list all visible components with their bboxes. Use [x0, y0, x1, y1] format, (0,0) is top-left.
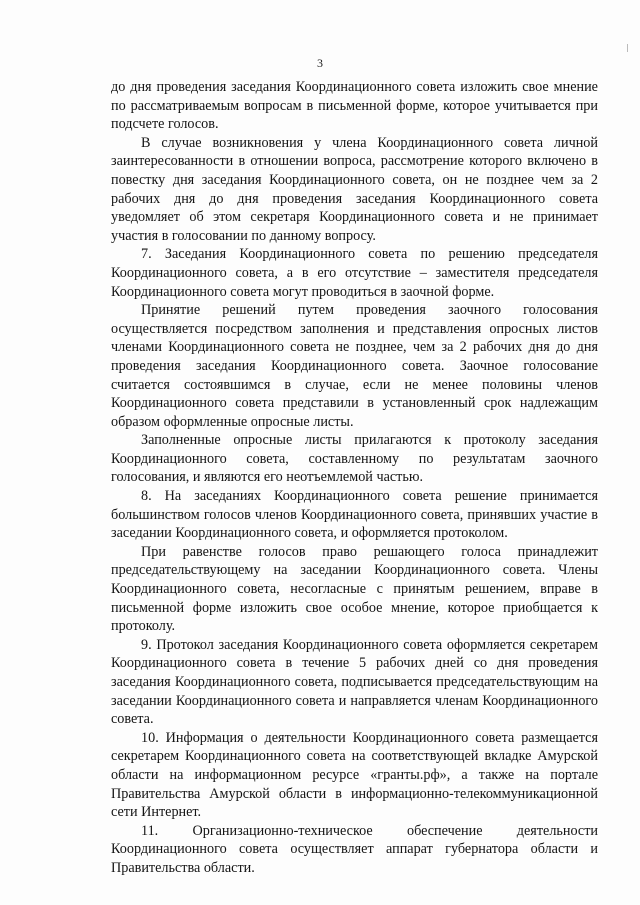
paragraph-5: Заполненные опросные листы прилагаются к протоколу заседания Координационного совета, составленному по результатам заочного голосования, и являются его неотъемлемой частью. — [111, 432, 598, 486]
paragraph-10: 11. Организационно-техническое обеспечение деятельности Координационного совета осуществляет аппарат губернатора области и Правительства области. — [111, 822, 598, 876]
paragraph-2: В случае возникновения у члена Координационного совета личной заинтересованности в отношении вопроса, рассмотрение которого включено в повестку дня заседания Координационного совета, он не позднее чем за 2 рабочих дня до дня проведения заседания Координационного совета уведомляет об этом секретаря Координационного совета и не принимает участия в голосовании по данному вопросу. — [111, 134, 598, 244]
page-number: 3 — [317, 56, 323, 70]
paragraph-9: 10. Информация о деятельности Координационного совета размещается секретарем Координационного совета на соответствующей вкладке Амурской области на информационном ресурсе «гранты.рф», а также на портале Правительства Амурской области в информационно-телекоммуникационной сети Интернет. — [111, 729, 598, 821]
paragraph-7: При равенстве голосов право решающего голоса принадлежит председательствующему на заседании Координационного совета. Члены Координационного совета, несогласные с принятым решением, вправе в письменной форме изложить свое особое мнение, которое приобщается к протоколу. — [111, 543, 598, 635]
paragraph-1: до дня проведения заседания Координационного совета изложить свое мнение по рассматриваемым вопросам в письменной форме, которое учитывается при подсчете голосов. — [111, 79, 598, 133]
scan-edge-mark — [627, 44, 632, 52]
paragraph-4: Принятие решений путем проведения заочного голосования осуществляется посредством заполнения и представления опросных листов членами Координационного совета не позднее, чем за 2 рабочих дня до дня проведения заседания Координационного совета. Заочное голосование считается состоявшимся в случае, если не менее половины членов Координационного совета представили в установленный срок надлежащим образом оформленные опросные листы. — [111, 302, 598, 430]
paragraph-3: 7. Заседания Координационного совета по решению председателя Координационного совета, а в его отсутствие – заместителя председателя Координационного совета могут проводиться в заочной форме. — [111, 246, 598, 300]
document-body — [111, 78, 598, 878]
paragraph-6: 8. На заседаниях Координационного совета решение принимается большинством голосов членов Координационного совета, принявших участие в заседании Координационного совета, и оформляется протоколом. — [111, 488, 598, 542]
paragraph-8: 9. Протокол заседания Координационного совета оформляется секретарем Координационного совета в течение 5 рабочих дней со дня проведения заседания Координационного совета, подписывается председательствующим на заседании Координационного совета и направляется членам Координационного совета. — [111, 636, 598, 728]
